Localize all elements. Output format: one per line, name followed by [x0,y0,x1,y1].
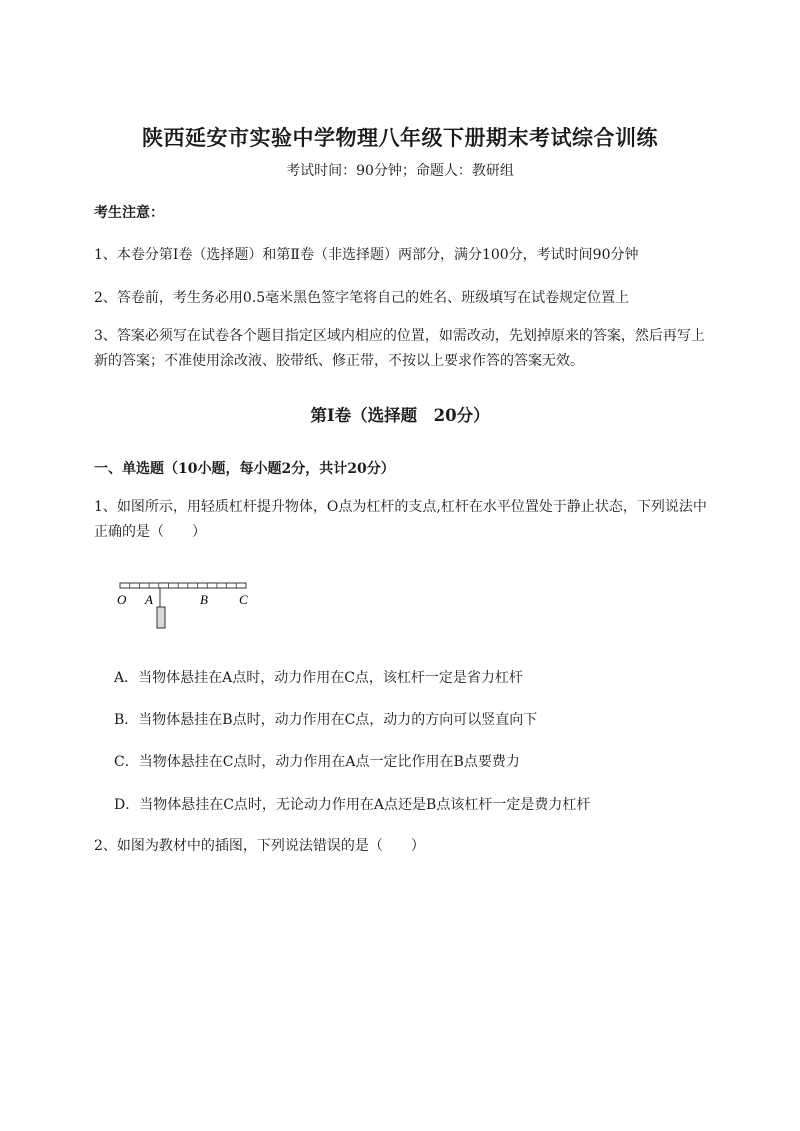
hanging-weight [157,607,165,628]
exam-title: 陕西延安市实验中学物理八年级下册期末考试综合训练 [142,125,658,150]
label-c: C [239,592,248,607]
notice-heading: 考生注意： [94,205,164,221]
notice-item-3: 3、答案必须写在试卷各个题目指定区域内相应的位置，如需改动，先划掉原来的答案，然后再写上新的答案；不准使用涂改液、胶带纸、修正带，不按以上要求作答的答案无效。 [94,328,705,369]
label-o: O [117,592,127,607]
question-2-stem: 2、如图为教材中的插图，下列说法错误的是（ ） [94,838,425,854]
notice-item-2: 2、答卷前，考生务必用0.5毫米黑色签字笔将自己的姓名、班级填写在试卷规定位置上 [94,290,630,306]
question-1-option-d: D．当物体悬挂在C点时，无论动力作用在A点还是B点该杠杆一定是费力杠杆 [114,797,591,813]
lever-ticks [130,583,237,588]
notice-item-1: 1、本卷分第I卷（选择题）和第Ⅱ卷（非选择题）两部分，满分100分，考试时间90分钟 [94,247,639,263]
question-1-stem: 1、如图所示，用轻质杠杆提升物体，O点为杠杆的支点,杠杆在水平位置处于静止状态，下列说法中正确的是（ ） [94,499,707,540]
lever-figure [112,582,262,634]
question-1-option-a: A．当物体悬挂在A点时，动力作用在C点，该杠杆一定是省力杠杆 [114,670,523,686]
exam-subtitle: 考试时间：90分钟；命题人：教研组 [286,163,514,179]
part-heading: 一、单选题（10小题，每小题2分，共计20分） [94,461,395,477]
lever-bar [120,583,246,588]
label-b: B [200,592,208,607]
section-title: 第I卷（选择题 20分） [310,406,490,425]
question-1-option-c: C．当物体悬挂在C点时，动力作用在A点一定比作用在B点要费力 [114,754,520,770]
label-a: A [145,592,153,607]
question-1-option-b: B．当物体悬挂在B点时，动力作用在C点，动力的方向可以竖直向下 [114,712,538,728]
